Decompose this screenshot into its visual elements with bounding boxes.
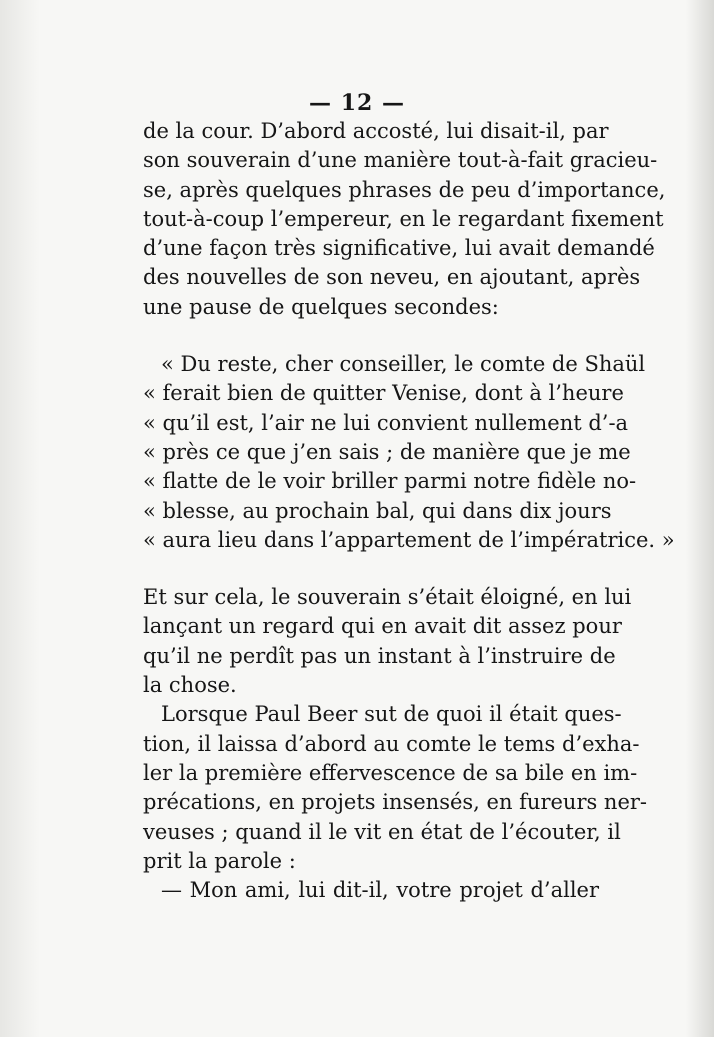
text-line: une pause de quelques secondes: — [143, 294, 499, 319]
paragraph-2 — [143, 583, 632, 700]
text-line: Et sur cela, le souverain s’était éloigné, en lui — [143, 585, 632, 610]
text-line: de la cour. D’abord accosté, lui disait-il, par — [143, 119, 609, 143]
quotation-block — [143, 350, 675, 555]
text-line: ler la première effervescence de sa bile en im- — [143, 760, 638, 785]
text-line: la chose. — [143, 673, 237, 698]
quote-line: « flatte de le voir briller parmi notre fidèle no- — [143, 469, 637, 494]
text-line: des nouvelles de son neveu, en ajoutant, après — [143, 265, 641, 290]
text-line: qu’il ne perdît pas un instant à l’instruire de — [143, 643, 616, 668]
page-gutter-shadow-left — [0, 0, 40, 1037]
paragraph-spacer — [143, 322, 599, 350]
text-line: — Mon ami, lui dit-il, votre projet d’aller — [161, 878, 599, 903]
quote-line: « aura lieu dans l’appartement de l’impératrice. » — [143, 527, 675, 552]
text-line: Lorsque Paul Beer sut de quoi il était ques- — [161, 702, 622, 727]
text-line: tion, il laissa d’abord au comte le tems d’exha- — [143, 731, 640, 756]
quote-line: « ferait bien de quitter Venise, dont à l’heure — [143, 381, 624, 406]
page-gutter-shadow-right — [686, 0, 714, 1037]
quote-line: « Du reste, cher conseiller, le comte de Shaül — [161, 352, 646, 377]
text-line: d’une façon très significative, lui avait demandé — [143, 236, 655, 261]
text-line: se, après quelques phrases de peu d’importance, — [143, 177, 666, 202]
paragraph-1 — [143, 117, 666, 322]
quote-line: « blesse, au prochain bal, qui dans dix jours — [143, 498, 612, 523]
text-line: veuses ; quand il le vit en état de l’écouter, il — [143, 819, 621, 844]
page-number: — 12 — — [309, 90, 405, 116]
text-line: tout-à-coup l’empereur, en le regardant fixement — [143, 206, 664, 231]
quote-line: « près ce que j’en sais ; de manière que je me — [143, 439, 631, 464]
paragraph-4 — [143, 876, 599, 905]
text-line: précations, en projets insensés, en fureurs ner- — [143, 790, 648, 815]
text-line: lançant un regard qui en avait dit assez pour — [143, 614, 622, 639]
paragraph-3 — [143, 700, 648, 876]
text-line: son souverain d’une manière tout-à-fait gracieu- — [143, 148, 658, 173]
body-text — [143, 117, 675, 905]
quote-line: « qu’il est, l’air ne lui convient nullement d’-a — [143, 410, 629, 435]
text-line: prit la parole : — [143, 848, 296, 873]
paragraph-spacer — [143, 555, 599, 583]
